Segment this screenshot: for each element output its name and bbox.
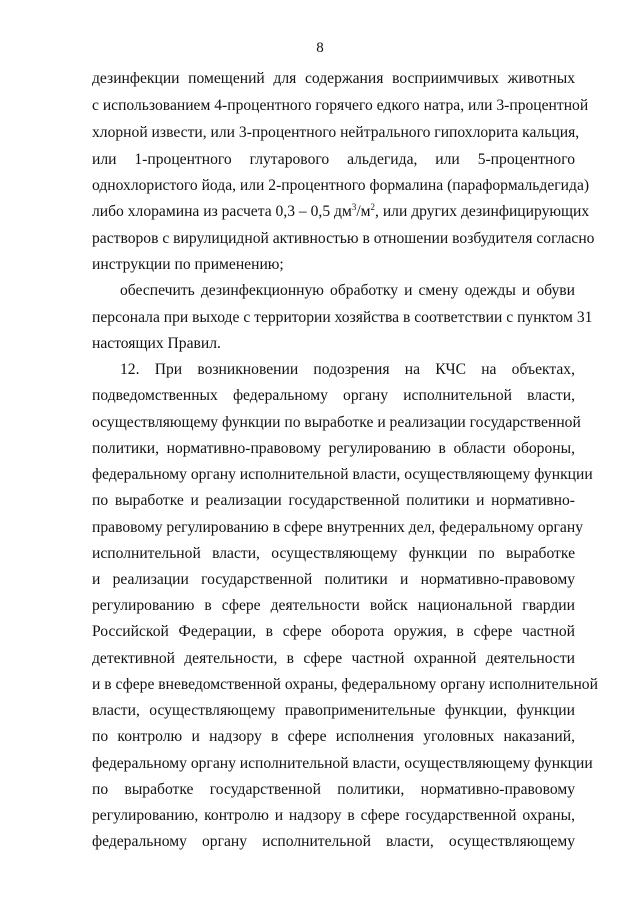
text-line: Российской Федерации, в сфере оборота оружия, в сфере частной	[92, 623, 575, 640]
text-line: хлорной извести, или 3-процентного нейтрального гипохлорита кальция,	[92, 124, 580, 141]
text-line: персонала при выходе с территории хозяйства в соответствии с пунктом 31	[92, 309, 593, 326]
text-line: с использованием 4-процентного горячего едкого натра, или 3-процентной	[92, 97, 589, 114]
text-line: растворов с вирулицидной активностью в отношении возбудителя согласно	[92, 230, 595, 247]
paragraph-first-line: 12. При возникновении подозрения на КЧС на объектах,	[120, 361, 575, 378]
text-line: исполнительной власти, осуществляющему функции по выработке	[92, 545, 575, 562]
text-line: правовому регулированию в сфере внутренних дел, федеральному органу	[92, 519, 583, 536]
page-number: 8	[316, 40, 324, 56]
text-line: подведомственных федеральному органу исполнительной власти,	[92, 387, 575, 404]
text-line: дезинфекции помещений для содержания восприимчивых животных	[92, 70, 575, 87]
text-line: федеральному органу исполнительной власти, осуществляющему функции	[92, 466, 593, 483]
text-line: политики, нормативно-правовому регулированию в области обороны,	[92, 440, 575, 457]
paragraph-first-line: обеспечить дезинфекционную обработку и смену одежды и обуви	[120, 282, 575, 299]
text-line: и реализации государственной политики и нормативно-правовому	[92, 571, 575, 588]
text-line: регулированию, контролю и надзору в сфере государственной охраны,	[92, 807, 575, 824]
text-line: по выработке и реализации государственной политики и нормативно-	[92, 492, 575, 509]
text-line: регулированию в сфере деятельности войск национальной гвардии	[92, 597, 575, 614]
text-line: инструкции по применению;	[92, 256, 284, 273]
text-line: и в сфере вневедомственной охраны, федеральному органу исполнительной	[92, 676, 598, 693]
text-line: или 1-процентного глутарового альдегида, или 5-процентного	[92, 151, 575, 168]
text-line-with-units: либо хлорамина из расчета 0,3 – 0,5 $дм^3/м^2$, или других дезинфицирующих	[92, 202, 590, 220]
text-line: осуществляющему функции по выработке и реализации государственной	[92, 414, 581, 431]
text-line: однохлористого йода, или 2-процентного формалина (параформальдегида)	[92, 177, 590, 194]
text-line: федеральному органу исполнительной власти, осуществляющему функции	[92, 755, 593, 772]
text-line: по контролю и надзору в сфере исполнения уголовных наказаний,	[92, 728, 575, 745]
text-line: федеральному органу исполнительной власти, осуществляющему	[92, 833, 575, 850]
text-line: настоящих Правил.	[92, 335, 221, 352]
text-line: по выработке государственной политики, нормативно-правовому	[92, 781, 575, 798]
text-line: детективной деятельности, в сфере частной охранной деятельности	[92, 650, 575, 667]
text-line: власти, осуществляющему правоприменительные функции, функции	[92, 702, 575, 719]
